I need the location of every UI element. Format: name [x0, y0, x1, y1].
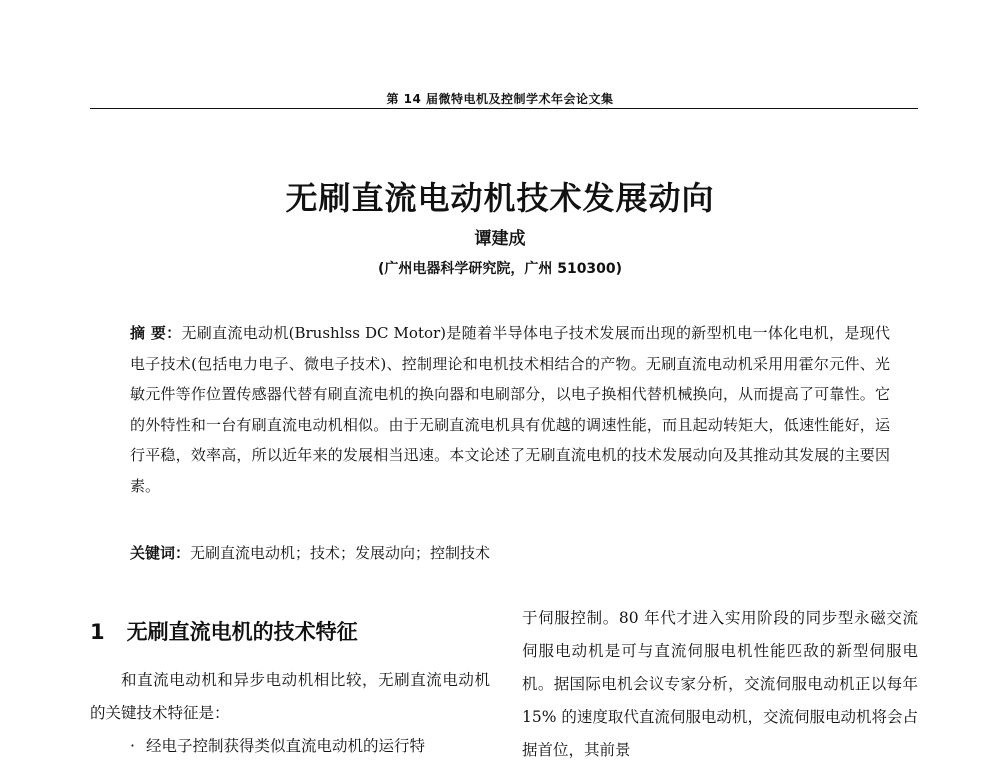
- running-header: 第 14 届微特电机及控制学术年会论文集: [386, 92, 614, 106]
- bullet-mark: ·: [130, 737, 135, 755]
- keywords: [130, 538, 890, 568]
- header-rule: [90, 108, 918, 109]
- section-heading: [90, 616, 490, 646]
- abstract-label: 摘 要：: [130, 324, 182, 342]
- abstract: [130, 318, 890, 501]
- bullet-item: [90, 730, 490, 763]
- paper-title: 无刷直流电动机技术发展动向: [285, 179, 715, 218]
- abstract-text: 无刷直流电动机(Brushlss DC Motor)是随着半导体电子技术发展而出现的新型机电一体化电机，是现代电子技术(包括电力电子、微电子技术)、控制理论和电机技术相结合的产物。无刷直流电动机采用用霍尔元件、光敏元件等作位置传感器代替有刷直流电机的换向器和电刷部分，以电子换相代替机械换向，从而提高了可靠性。它的外特性和一台有刷直流电动机相似。由于无刷直流电机具有优越的调速性能，而且起动转矩大，低速性能好，运行平稳，效率高，所以近年来的发展相当迅速。本文论述了无刷直流电机的技术发展动向及其推动其发展的主要因素。: [130, 324, 890, 495]
- keywords-label: 关键词：: [130, 544, 191, 562]
- author-affiliation: (广州电器科学研究院，广州 510300): [377, 261, 623, 277]
- section-paragraph: 和直流电动机和异步电动机相比较，无刷直流电动机的关键技术特征是：: [90, 671, 490, 722]
- author-name: 谭建成: [474, 229, 526, 249]
- section-title: 无刷直流电机的技术特征: [126, 620, 358, 644]
- left-column: [90, 664, 490, 763]
- section-number: 1: [90, 620, 105, 644]
- bullet-text: 经电子控制获得类似直流电动机的运行特: [146, 737, 426, 755]
- keywords-text: 无刷直流电动机；技术；发展动向；控制技术: [190, 544, 491, 562]
- right-column-text: 于伺服控制。80 年代才进入实用阶段的同步型永磁交流伺服电动机是可与直流伺服电机性能匹敌的新型伺服电机。据国际电机会议专家分析，交流伺服电动机正以每年 15% 的速度取代直流伺服电动机，交流伺服电动机将会占据首位，其前景: [522, 609, 918, 759]
